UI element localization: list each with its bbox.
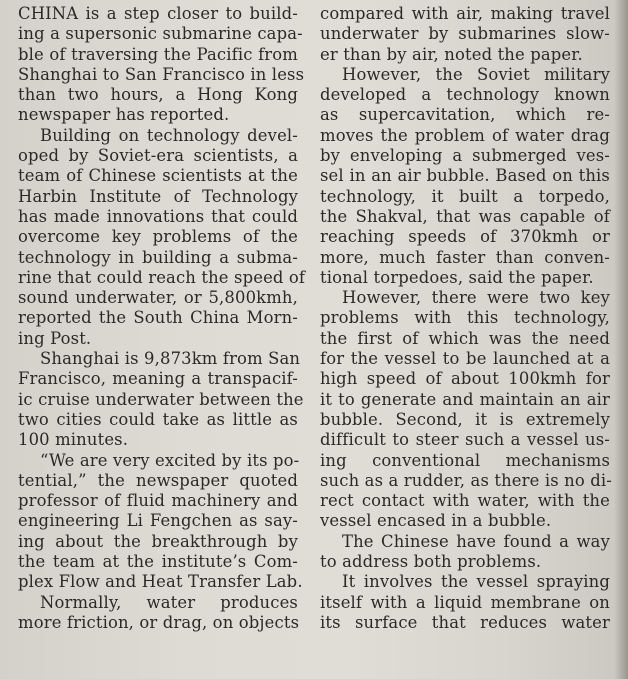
article-text-line: bubble. Second, it is extremely <box>320 409 610 429</box>
article-text-line: “We are very excited by its po- <box>40 450 300 470</box>
article-text-line: the team at the institute’s Com- <box>18 552 298 572</box>
article-text-line: compared with air, making travel <box>320 4 610 23</box>
article-text-line: plex Flow and Heat Transfer Lab. <box>18 572 303 592</box>
article-text-line: technology, it built a torpedo, <box>320 186 610 206</box>
article-text-line: two cities could take as little as <box>18 409 298 429</box>
article-text-line: er than by air, noted the paper. <box>320 44 583 64</box>
article-text-line: ble of traversing the Pacific from <box>18 44 298 64</box>
article-text-line: developed a technology known <box>320 85 610 105</box>
article-text-line: sel in an air bubble. Based on this <box>320 166 610 186</box>
article-text-line: 100 minutes. <box>18 430 129 450</box>
article-text-line: reported the South China Morn- <box>18 308 298 328</box>
article-text-line: tional torpedoes, said the paper. <box>320 267 594 287</box>
article-text-line: It involves the vessel spraying <box>342 572 610 592</box>
article-text-line: professor of fluid machinery and <box>18 491 298 511</box>
article-text-line: it to generate and maintain an air <box>320 389 610 409</box>
article-text-line: underwater by submarines slow- <box>320 24 610 44</box>
article-text-line: technology in building a subma- <box>18 247 298 267</box>
article-text-line: its surface that reduces water <box>320 612 610 632</box>
article-text-line: However, there were two key <box>342 288 610 308</box>
article-text-line: Shanghai is 9,873km from San <box>40 349 301 369</box>
article-text-line: Harbin Institute of Technology <box>18 186 298 206</box>
article-text-line: reaching speeds of 370kmh or <box>320 227 610 247</box>
article-column-1 <box>18 4 306 633</box>
article-text-line: such as a rudder, as there is no di- <box>320 470 612 490</box>
article-text-line: ic cruise underwater between the <box>18 389 304 409</box>
article-text-line: has made innovations that could <box>18 206 298 226</box>
article-text-line: newspaper has reported. <box>18 105 230 125</box>
article-text-line: Francisco, meaning a transpacif- <box>18 369 298 389</box>
article-column-2 <box>320 4 610 633</box>
article-text-line: However, the Soviet military <box>342 64 610 84</box>
article-text-line: the Shakval, that was capable of <box>320 206 610 226</box>
article-text-line: ing Post. <box>18 328 92 348</box>
article-text-line: Shanghai to San Francisco in less <box>18 64 305 84</box>
article-text-line: the first of which was the need <box>320 328 610 348</box>
article-text-line: more, much faster than conven- <box>320 247 610 267</box>
article-text-line: oped by Soviet-era scientists, a <box>18 146 298 166</box>
article-text-line: more friction, or drag, on objects <box>18 612 300 632</box>
article-text-line: difficult to steer such a vessel us- <box>320 430 610 450</box>
article-text-line: team of Chinese scientists at the <box>18 166 298 186</box>
page-edge-shadow <box>614 0 628 679</box>
article-text-line: itself with a liquid membrane on <box>320 592 610 612</box>
article-text-line: moves the problem of water drag <box>320 125 610 145</box>
article-text-line: Building on technology devel- <box>40 125 298 145</box>
article-text-line: ing about the breakthrough by <box>18 531 298 551</box>
article-text-line: rect contact with water, with the <box>320 491 610 511</box>
article-text-line: ing conventional mechanisms <box>320 450 610 470</box>
article-text-line: Normally, water produces <box>40 592 298 612</box>
article-text-line: CHINA is a step closer to build- <box>18 4 298 23</box>
article-text-line: by enveloping a submerged ves- <box>320 146 610 166</box>
article-text-line: tential,” the newspaper quoted <box>18 470 298 490</box>
article-text-line: rine that could reach the speed of <box>18 267 306 287</box>
article-text-line: ing a supersonic submarine capa- <box>18 24 303 44</box>
article-text-line: as supercavitation, which re- <box>320 105 610 125</box>
article-text-line: to address both problems. <box>320 552 542 572</box>
article-text-line: than two hours, a Hong Kong <box>18 85 298 105</box>
article-text-line: high speed of about 100kmh for <box>320 369 610 389</box>
article-text-line: vessel encased in a bubble. <box>320 511 552 531</box>
article-text-line: problems with this technology, <box>320 308 610 328</box>
article-text-line: engineering Li Fengchen as say- <box>18 511 298 531</box>
article-text-line: for the vessel to be launched at a <box>320 349 610 369</box>
article-text-line: The Chinese have found a way <box>342 531 610 551</box>
article-text-line: overcome key problems of the <box>18 227 298 247</box>
article-text-line: sound underwater, or 5,800kmh, <box>18 288 298 308</box>
